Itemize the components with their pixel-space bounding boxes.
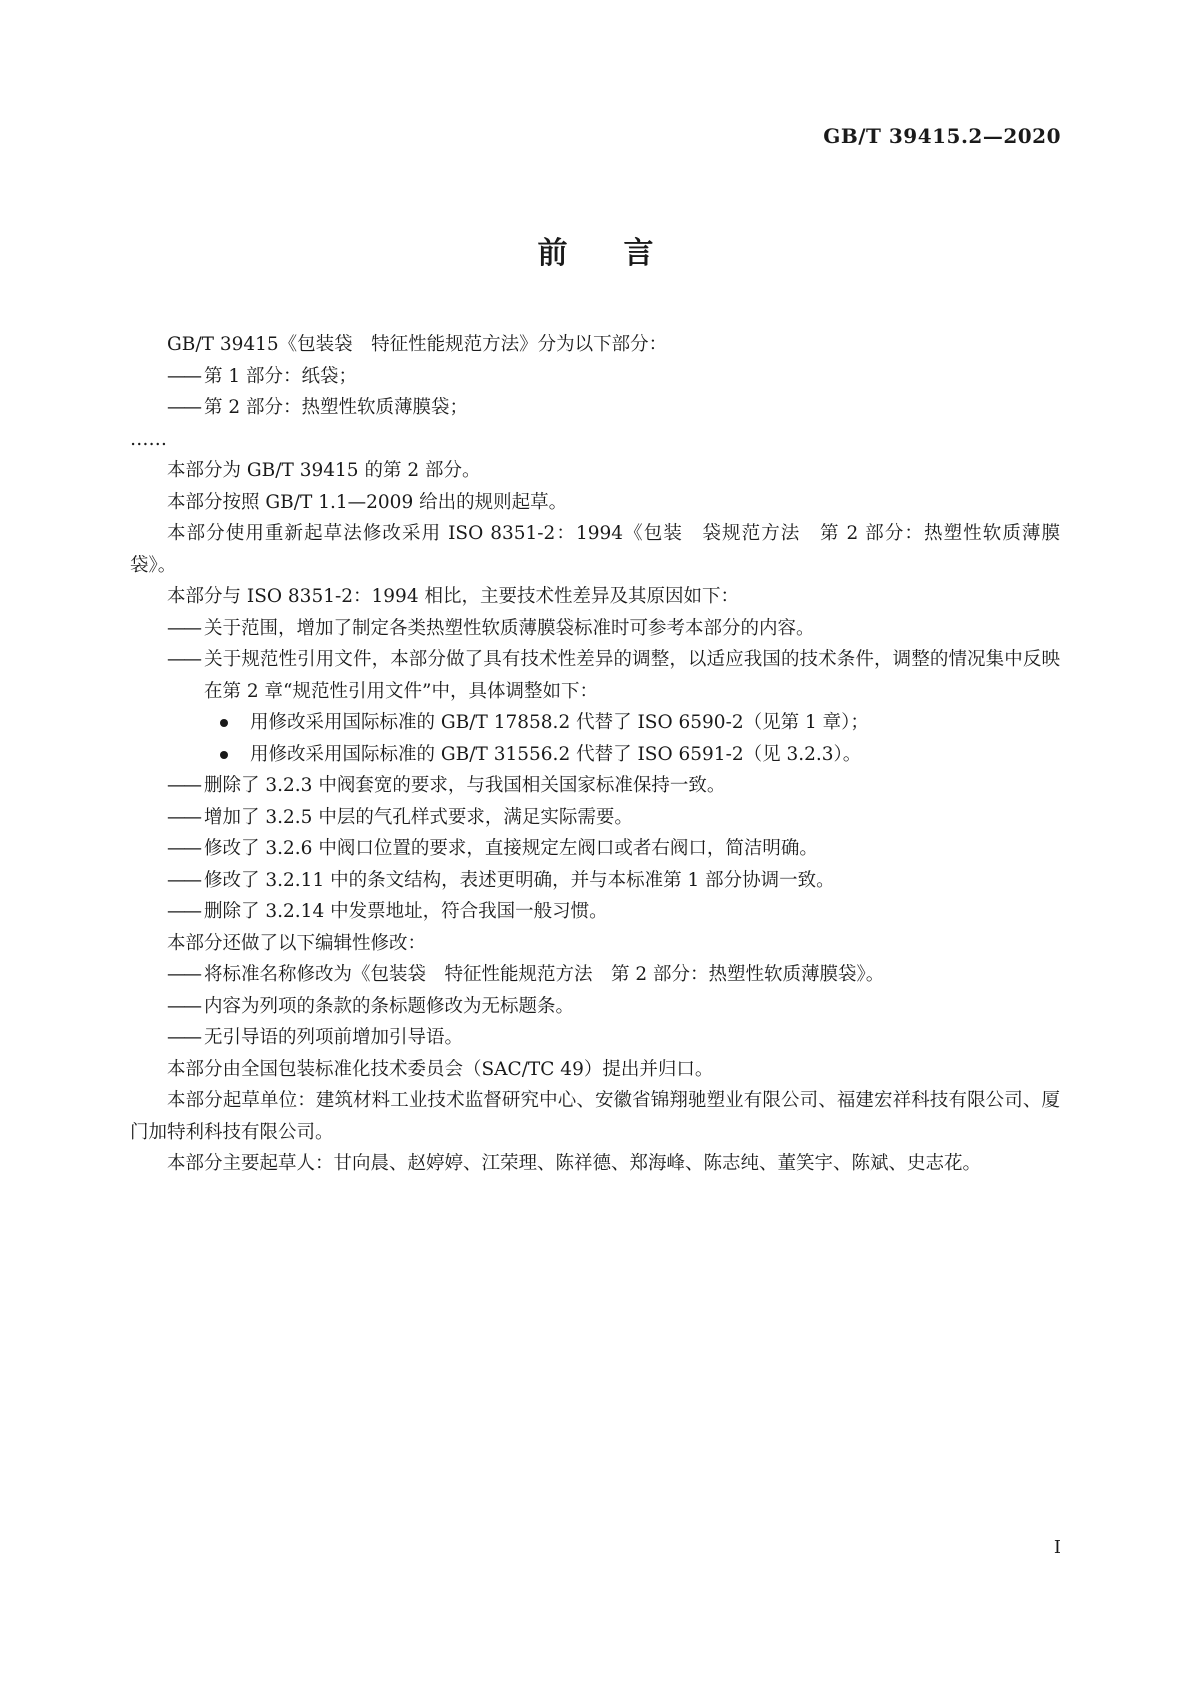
dash-mark: —— [167,1027,200,1048]
dash-mark: —— [167,365,200,387]
tech-diff-item [130,802,1060,834]
editorial-item [130,1022,1060,1054]
tech-diff-item [130,833,1060,865]
standard-number: GB/T 39415.2—2020 [823,124,1061,148]
page-number: I [1053,1537,1061,1558]
tech-diff-text: 修改了 3.2.11 中的条文结构，表述更明确，并与本标准第 1 部分协调一致。 [204,869,835,891]
bullet-text: 用修改采用国际标准的 GB/T 31556.2 代替了 ISO 6591-2（见 3.2.3）。 [250,743,862,765]
dash-mark: —— [167,838,200,859]
editorial-paragraph: 本部分还做了以下编辑性修改： [167,932,427,954]
tech-diff-item [130,644,1060,707]
dash-mark: —— [167,775,200,796]
dash-mark: —— [167,869,200,891]
part-list-text: 第 1 部分：纸袋； [204,365,358,387]
page-title [0,228,1191,272]
comparison-paragraph: 本部分与 ISO 8351-2：1994 相比，主要技术性差异及其原因如下： [167,586,739,607]
tech-diff-item [130,896,1060,928]
tech-diff-item [130,770,1060,802]
foreword-body [130,329,1060,1180]
dash-mark: —— [167,806,200,828]
tech-diff-item [130,613,1060,645]
tech-diff-text: 关于范围，增加了制定各类热塑性软质薄膜袋标准时可参考本部分的内容。 [204,617,815,639]
editorial-item [130,991,1060,1023]
dash-mark: —— [167,397,200,418]
tech-diff-item [130,865,1060,897]
tech-diff-text: 增加了 3.2.5 中层的气孔样式要求，满足实际需要。 [204,806,633,828]
dash-mark: —— [167,995,200,1017]
editorial-item [130,959,1060,991]
dash-mark: —— [167,964,200,985]
bullet-dot-icon [220,719,228,727]
title-char-2: 言 [623,236,654,271]
tech-diff-text: 删除了 3.2.14 中发票地址，符合我国一般习惯。 [204,901,608,922]
title-char-1: 前 [537,236,568,271]
tech-diff-text: 删除了 3.2.3 中阀套宽的要求，与我国相关国家标准保持一致。 [204,775,726,796]
ellipsis: …… [130,428,167,450]
drafters-paragraph: 本部分主要起草人：甘向晨、赵婷婷、江荣理、陈祥德、郑海峰、陈志纯、董笑宇、陈斌、史志花。 [167,1153,982,1174]
bullet-item [130,707,1060,739]
part-list-text: 第 2 部分：热塑性软质薄膜袋； [204,397,469,418]
tech-diff-text: 修改了 3.2.6 中阀口位置的要求，直接规定左阀口或者右阀口，简洁明确。 [204,838,818,859]
bullet-text: 用修改采用国际标准的 GB/T 17858.2 代替了 ISO 6590-2（见第 1 章）； [250,712,869,733]
bullet-item [130,739,1060,771]
editorial-text: 将标准名称修改为《包装袋 特征性能规范方法 第 2 部分：热塑性软质薄膜袋》。 [204,964,885,985]
adoption-paragraph: 本部分使用重新起草法修改采用 ISO 8351-2：1994《包装 袋规范方法 第 2 部分：热塑性软质薄膜袋》。 [130,523,1060,576]
dash-mark: —— [167,617,200,639]
proposed-by-paragraph: 本部分由全国包装标准化技术委员会（SAC/TC 49）提出并归口。 [167,1058,714,1080]
dash-mark: —— [167,649,200,670]
editorial-text: 内容为列项的条款的条标题修改为无标题条。 [204,995,575,1017]
intro-paragraph: GB/T 39415《包装袋 特征性能规范方法》分为以下部分： [167,334,668,355]
part-list-item [130,392,1060,424]
editorial-text: 无引导语的列项前增加引导语。 [204,1027,464,1048]
tech-diff-text: 关于规范性引用文件，本部分做了具有技术性差异的调整，以适应我国的技术条件，调整的情况集中反映在第 2 章“规范性引用文件”中，具体调整如下： [204,649,1060,702]
bullet-dot-icon [220,751,228,759]
dash-mark: —— [167,901,200,922]
part-paragraph: 本部分为 GB/T 39415 的第 2 部分。 [167,460,481,481]
part-list-item [130,361,1060,393]
drafting-rules-paragraph: 本部分按照 GB/T 1.1—2009 给出的规则起草。 [167,491,568,513]
drafting-units-paragraph: 本部分起草单位：建筑材料工业技术监督研究中心、安徽省锦翔驰塑业有限公司、福建宏祥科技有限公司、厦门加特利科技有限公司。 [130,1090,1060,1143]
